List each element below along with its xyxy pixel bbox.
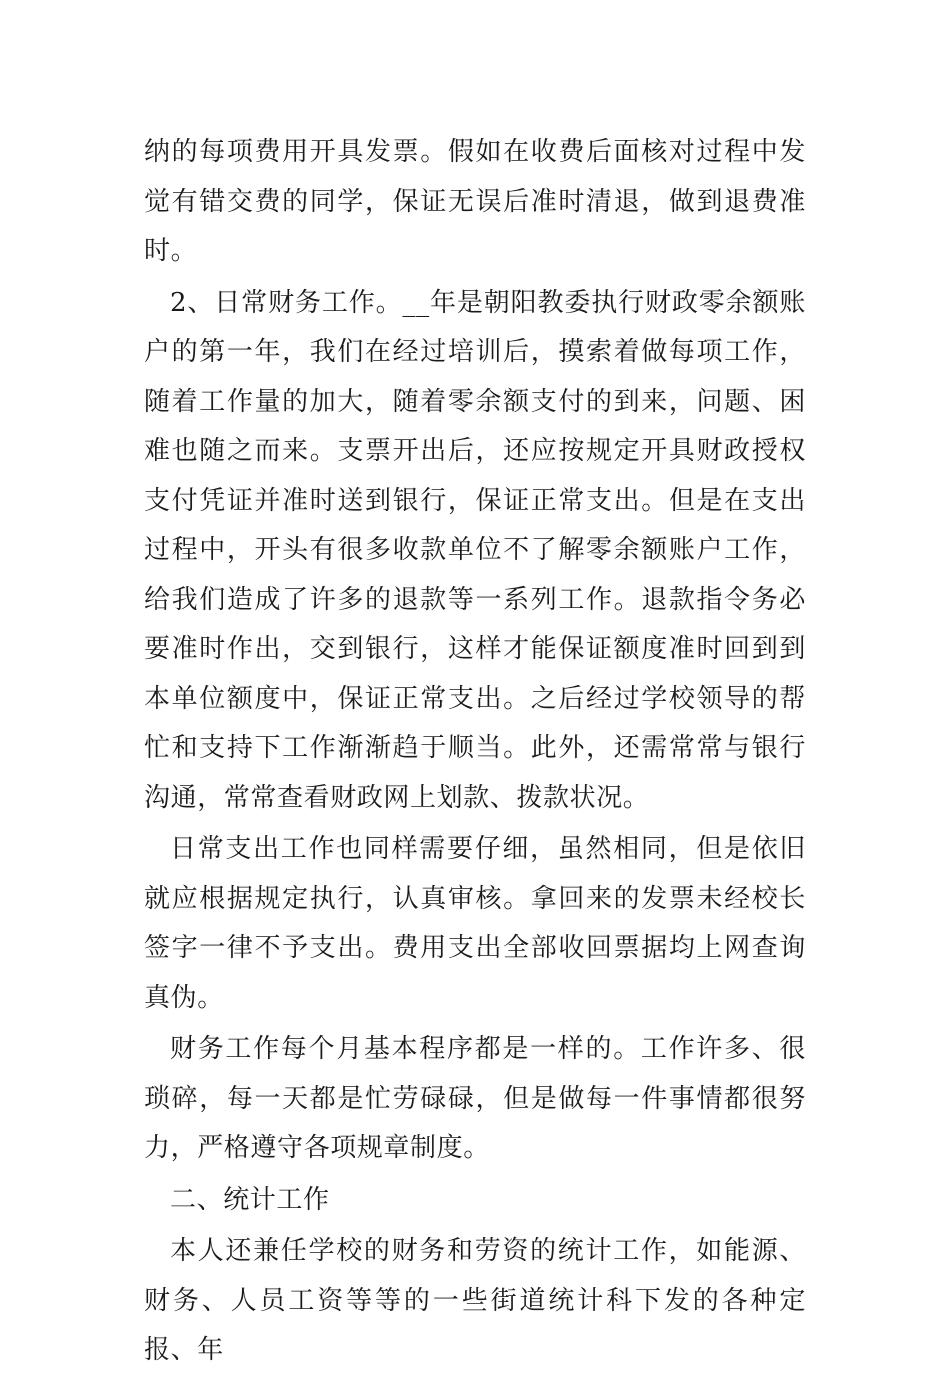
paragraph-daily-expenses: 日常支出工作也同样需要仔细，虽然相同，但是依旧就应根据规定执行，认真审核。拿回来的发票未经校长签字一律不予支出。费用支出全部收回票据均上网查询真伪。 <box>144 834 806 1013</box>
paragraph-fee-refund: 纳的每项费用开具发票。假如在收费后面核对过程中发觉有错交费的同学，保证无误后准时清退，做到退费准时。 <box>144 137 806 266</box>
paragraph-statistics-work: 本人还兼任学校的财务和劳资的统计工作，如能源、财务、人员工资等等的一些街道统计科下发的各种定报、年 <box>144 1236 806 1365</box>
section-heading-statistics: 二、统计工作 <box>170 1184 330 1215</box>
paragraph-monthly-procedure: 财务工作每个月基本程序都是一样的。工作许多、很琐碎，每一天都是忙劳碌碌，但是做每一件事情都很努力，严格遵守各项规章制度。 <box>144 1034 806 1163</box>
paragraph-daily-finance-work: 2、日常财务工作。__年是朝阳教委执行财政零余额账户的第一年，我们在经过培训后，摸索着做每项工作，随着工作量的加大，随着零余额支付的到来，问题、困难也随之而来。支票开出后，还应按规定开具财政授权支付凭证并准时送到银行，保证正常支出。但是在支出过程中，开头有很多收款单位不了解零余额账户工作，给我们造成了许多的退款等一系列工作。退款指令务必要准时作出，交到银行，这样才能保证额度准时回到到本单位额度中，保证正常支出。之后经过学校领导的帮忙和支持下工作渐渐趋于顺当。此外，还需常常与银行沟通，常常查看财政网上划款、拨款状况。 <box>144 287 806 813</box>
document-body <box>144 128 806 1376</box>
